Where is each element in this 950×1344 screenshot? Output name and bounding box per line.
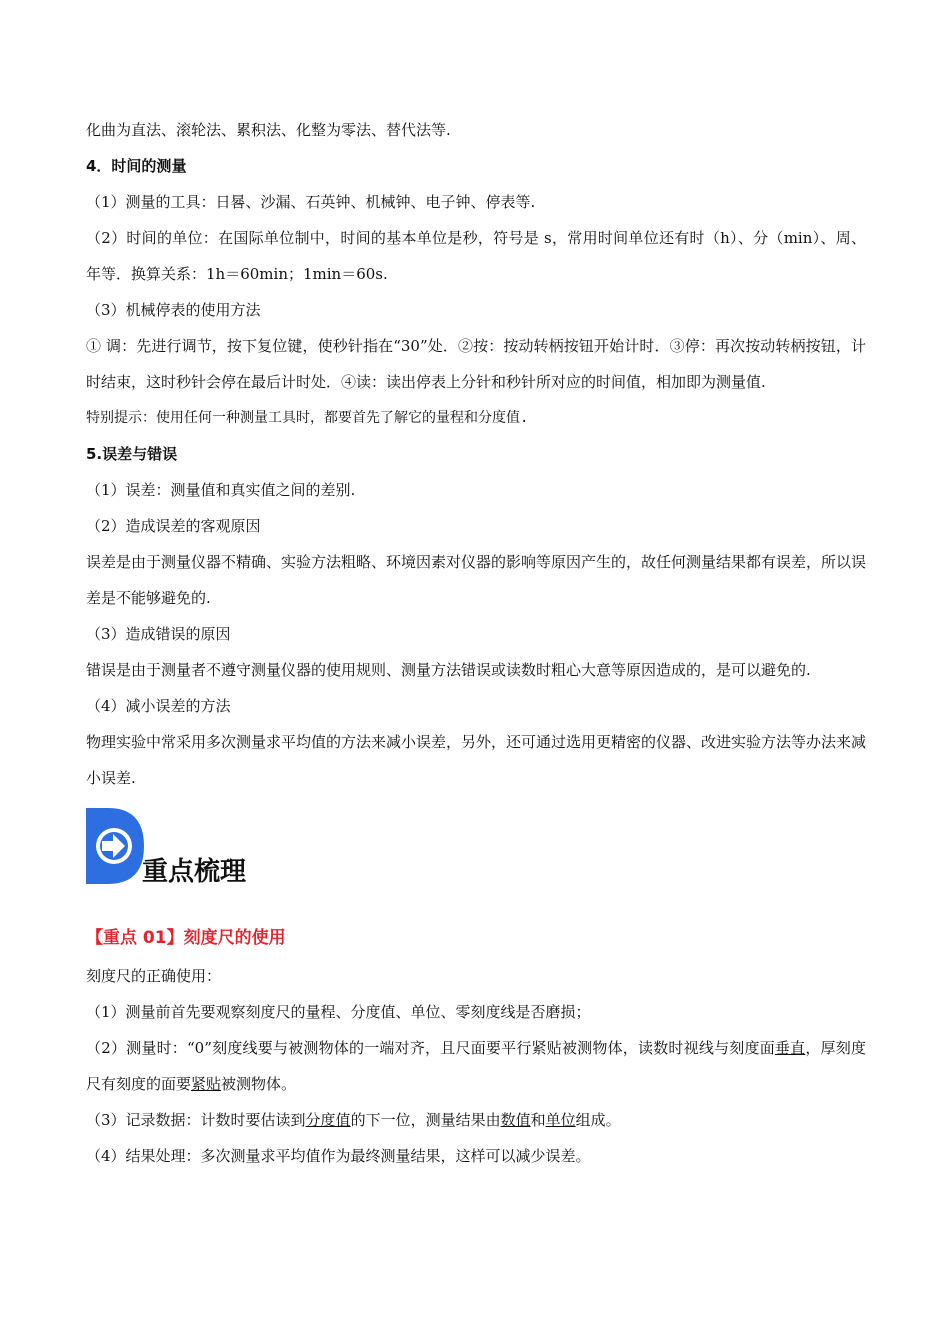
paragraph-ruler-step2 xyxy=(86,1030,866,1102)
key-point-title: 【重点 01】刻度尺的使用 xyxy=(86,928,286,948)
underlined-term: 数值 xyxy=(500,1111,531,1129)
underlined-term: 垂直 xyxy=(774,1039,806,1057)
paragraph-time-units: （2）时间的单位：在国际单位制中，时间的基本单位是秒，符号是 s，常用时间单位还有时（h）、分（min）、周、年等．换算关系：1h＝60min；1min＝60s. xyxy=(86,229,866,283)
paragraph-stopwatch-steps: ① 调：先进行调节，按下复位键，使秒针指在“30”处．②按：按动转柄按钮开始计时．③停：再次按动转柄按钮，计时结束，这时秒针会停在最后计时处．④读：读出停表上分针和秒针所对应的时间值，相加即为测量值. xyxy=(86,337,866,391)
text-segment: 的下一位，测量结果由 xyxy=(350,1111,501,1129)
paragraph-ruler-intro: 刻度尺的正确使用： xyxy=(86,967,222,985)
text-segment: 和 xyxy=(530,1111,546,1129)
paragraph-ruler-step3 xyxy=(86,1102,866,1138)
underlined-term: 分度值 xyxy=(305,1111,351,1129)
text-segment: 被测物体。 xyxy=(221,1075,297,1093)
paragraph-time-tools: （1）测量的工具：日晷、沙漏、石英钟、机械钟、电子钟、停表等. xyxy=(86,193,536,211)
text-segment: 组成。 xyxy=(575,1111,621,1129)
paragraph-stopwatch-usage: （3）机械停表的使用方法 xyxy=(86,301,261,319)
paragraph-error-cause: 误差是由于测量仪器不精确、实验方法粗略、环境因素对仪器的影响等原因产生的，故任何测量结果都有误差，所以误差是不能够避免的. xyxy=(86,553,867,607)
paragraph-reduce-error: 物理实验中常采用多次测量求平均值的方法来减小误差，另外，还可通过选用更精密的仪器、改进实验方法等办法来减小误差. xyxy=(86,733,867,787)
heading-time-measurement: 4．时间的测量 xyxy=(86,157,187,175)
section-title: 重点梳理 xyxy=(142,857,247,887)
special-tip: 特别提示：使用任何一种测量工具时，都要首先了解它的量程和分度值. xyxy=(86,410,529,426)
paragraph-ruler-step4: （4）结果处理：多次测量求平均值作为最终测量结果，这样可以减少误差。 xyxy=(86,1147,591,1165)
paragraph-mistake-cause-heading: （3）造成错误的原因 xyxy=(86,625,231,643)
paragraph-reduce-error-heading: （4）减小误差的方法 xyxy=(86,697,231,715)
text-segment: （3）记录数据：计数时要估读到 xyxy=(86,1111,306,1129)
paragraph-mistake-cause: 错误是由于测量者不遵守测量仪器的使用规则、测量方法错误或读数时粗心大意等原因造成的，是可以避免的. xyxy=(86,661,811,679)
paragraph-ruler-step1: （1）测量前首先要观察刻度尺的量程、分度值、单位、零刻度线是否磨损； xyxy=(86,1003,591,1021)
paragraph-measure-methods: 化曲为直法、滚轮法、累积法、化整为零法、替代法等. xyxy=(86,121,451,139)
arrow-right-circle-icon xyxy=(86,808,144,884)
paragraph-error-definition: （1）误差：测量值和真实值之间的差别. xyxy=(86,481,356,499)
document-page xyxy=(86,112,866,1174)
paragraph-error-cause-heading: （2）造成误差的客观原因 xyxy=(86,517,261,535)
heading-error-and-mistake: 5.误差与错误 xyxy=(86,445,178,463)
text-segment: ，厚刻度尺有刻度的面要 xyxy=(86,1039,866,1093)
underlined-term: 单位 xyxy=(545,1111,576,1129)
underlined-term: 紧贴 xyxy=(191,1075,222,1093)
section-header xyxy=(86,808,866,918)
text-segment: （2）测量时：“0”刻度线要与被测物体的一端对齐，且尺面要平行紧贴被测物体，读数时视线与刻度面 xyxy=(86,1039,775,1057)
